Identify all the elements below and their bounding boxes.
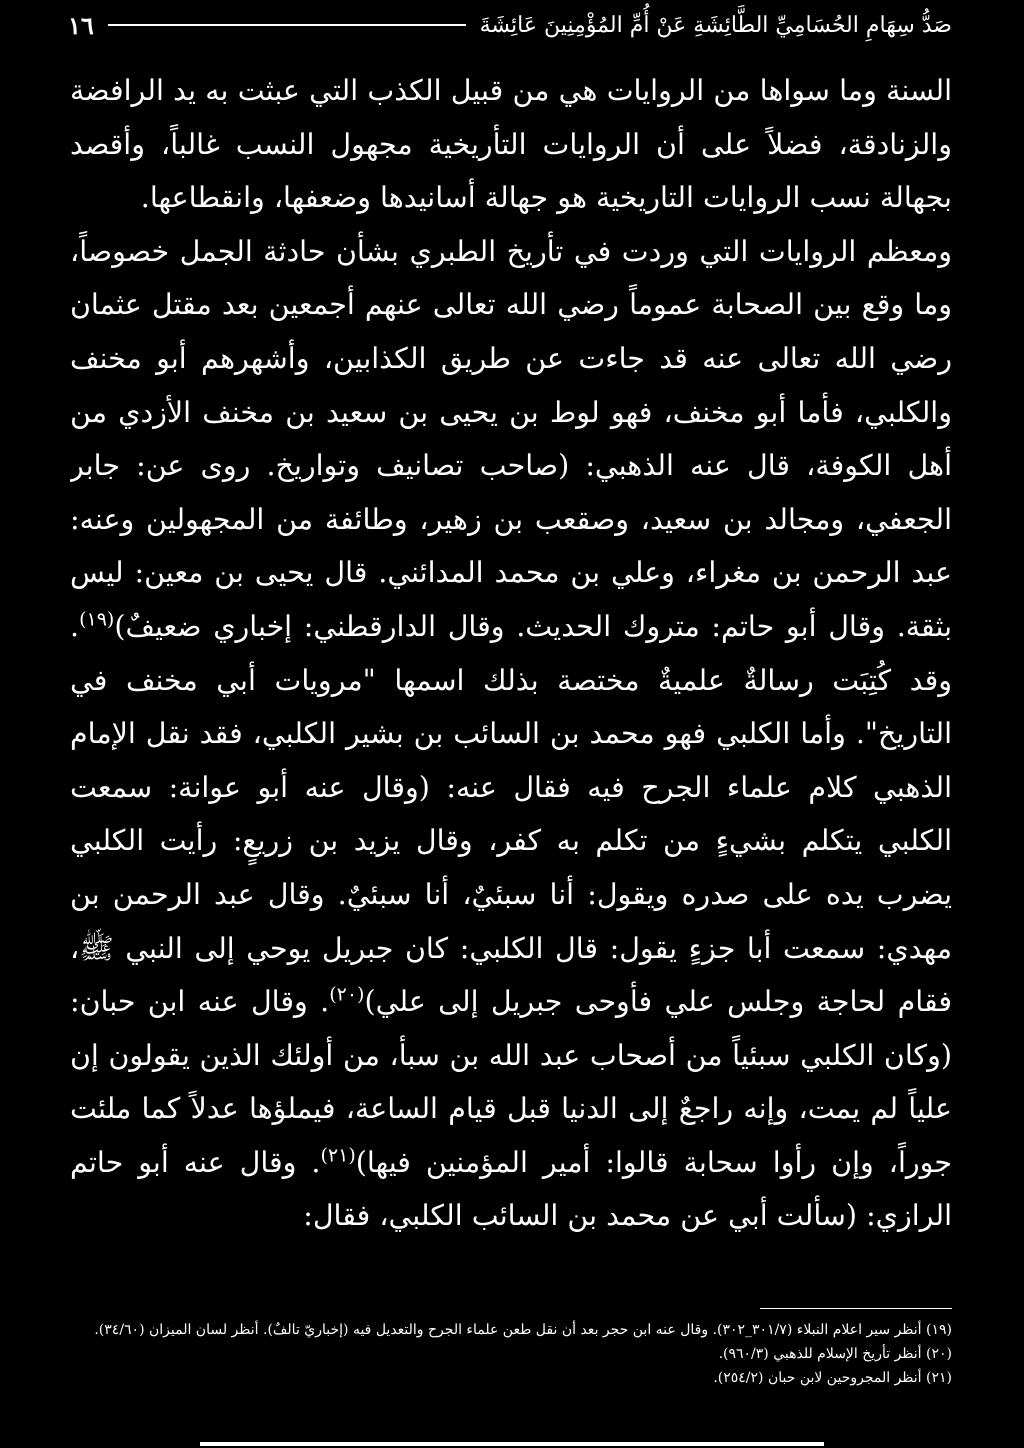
running-title: صَدُّ سِهَامِ الحُسَامِيِّ الطَّائِشَةِ عَنْ أُمِّ المُؤْمِنِينَ عَائِشَةَ xyxy=(479,12,952,38)
paragraph-1: السنة وما سواها من الروايات هي من قبيل الكذب التي عبثت به يد الرافضة والزنادقة، فضلاً على أن الروايات التأريخية مجهول النسب غالباً، وأقصد بجهالة نسب الروايات التاريخية هو جهالة أسانيدها وضعفها، وانقطاعها. xyxy=(70,74,952,215)
footnote-21: (٢١) أنظر المجروحين لابن حبان (٢٥٤/٢). xyxy=(713,1370,952,1386)
paragraph-2-part-2: . وقد كُتِبَت رسالةٌ علميةٌ مختصة بذلك اسمها "مرويات أبي مخنف في التاريخ". وأما الكلبي فهو محمد بن السائب بن بشير الكلبي، فقد نقل الإمام الذهبي كلام علماء الجرح فيه فقال عنه: (وقال عنه أبو عوانة: سمعت الكلبي يتكلم بشيءٍ من تكلم به كفر، وقال يزيد بن زريعٍ: رأيت الكلبي يضرب يده على صدره ويقول: أنا سبئيٌ، أنا سبئيٌ. وقال عبد الرحمن بن مهدي: سمعت أبا جزءٍ يقول: قال الكلبي: كان جبريل يوحي إلى النبي ﷺ، فقام لحاجة وجلس علي فأوحى جبريل إلى علي) xyxy=(70,609,952,1019)
bottom-border xyxy=(200,1442,824,1446)
paragraph-2-part-1: ومعظم الروايات التي وردت في تأريخ الطبري بشأن حادثة الجمل خصوصاً، وما وقع بين الصحابة عموماً رضي الله تعالى عنهم أجمعين بعد مقتل عثمان رضي الله تعالى عنه قد جاءت عن طريق الكذابين، وأشهرهم أبو مخنف والكلبي، فأما أبو مخنف، فهو لوط بن يحيى بن سعيد بن مخنف الأزدي من أهل الكوفة، قال عنه الذهبي: (صاحب تصانيف وتواريخ. روى عن: جابر الجعفي، ومجالد بن سعيد، وصقعب بن زهير، وطائفة من المجهولين وعنه: عبد الرحمن بن مغراء، وعلي بن محمد المدائني. قال يحيى بن معين: ليس بثقة. وقال أبو حاتم: متروك الحديث. وقال الدارقطني: إخباري ضعيفٌ) xyxy=(70,234,952,643)
footnote-divider xyxy=(760,1308,952,1309)
footnote-ref-19[interactable]: (١٩) xyxy=(79,608,115,631)
page-number: ١٦ xyxy=(68,10,94,40)
paragraph-2 xyxy=(70,225,952,1243)
footnote-19: (١٩) أنظر سير اعلام النبلاء (٣٠١/٧_٣٠٢). وقال عنه ابن حجر بعد أن نقل طعن علماء الجرح والتعديل فيه (إخباريّ تالفٌ). أنظر لسان الميزان (٣٤/٦٠). xyxy=(94,1322,952,1338)
footnotes xyxy=(70,1318,952,1390)
paragraph-2-part-3: . وقال عنه ابن حبان: (وكان الكلبي سبئياً من أصحاب عبد الله بن سبأ، من أولئك الذين يقولون إن علياً لم يمت، وإنه راجعٌ إلى الدنيا قبل قيام الساعة، فيملؤها عدلاً كما ملئت جوراً، وإن رأوا سحابة قالوا: أمير المؤمنين فيها) xyxy=(70,985,952,1179)
paragraph-2-part-4: . وقال عنه أبو حاتم الرازي: (سألت أبي عن محمد بن السائب الكلبي، فقال: xyxy=(70,1145,952,1233)
footnote-ref-20[interactable]: (٢٠) xyxy=(329,983,365,1006)
header-divider xyxy=(108,24,466,26)
main-text xyxy=(70,64,952,1286)
footnote-20: (٢٠) أنظر تأريخ الإسلام للذهبي (٩٦٠/٣). xyxy=(718,1346,952,1362)
footnote-ref-21[interactable]: (٢١) xyxy=(320,1144,356,1167)
running-header xyxy=(68,8,952,42)
